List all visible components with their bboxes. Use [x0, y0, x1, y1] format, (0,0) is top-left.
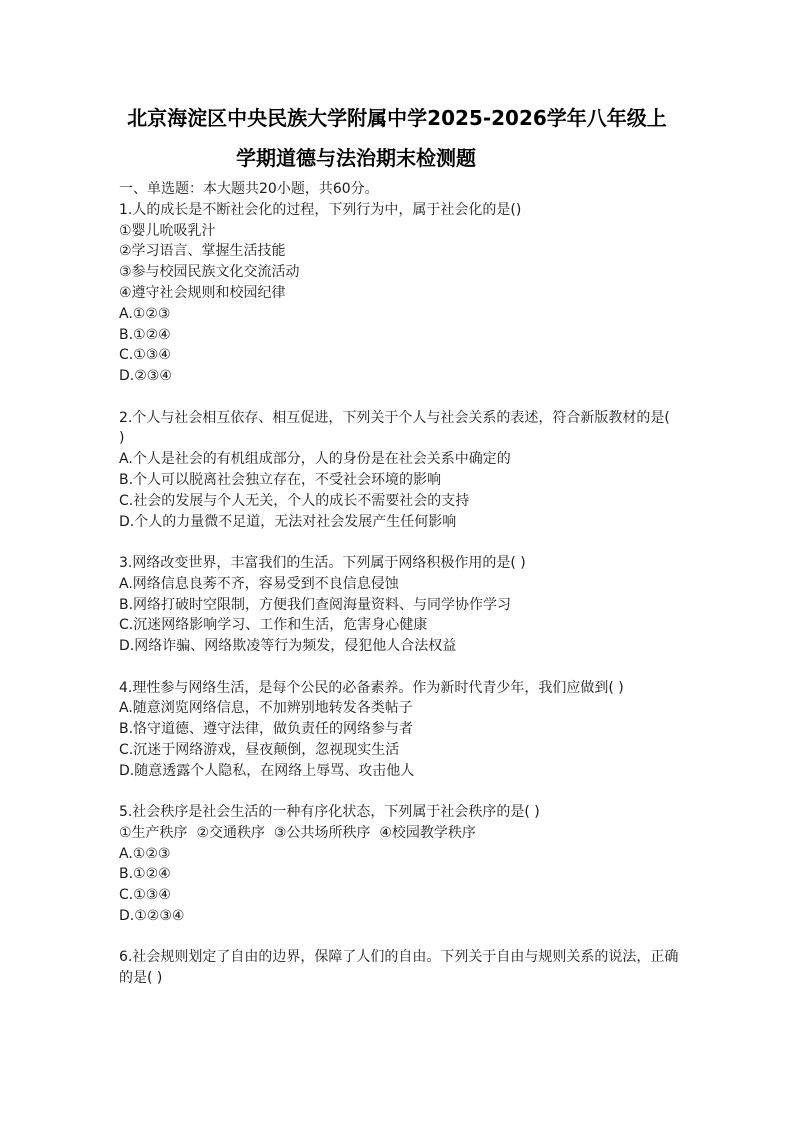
- answer-option-d: D.①②③④: [119, 908, 185, 925]
- statement-item: ③参与校园民族文化交流活动: [119, 264, 300, 281]
- question-stem: 4.理性参与网络生活，是每个公民的必备素养。作为新时代青少年，我们应做到( ): [119, 679, 624, 696]
- answer-option-a: A.网络信息良莠不齐，容易受到不良信息侵蚀: [119, 575, 399, 592]
- question-stem: 6.社会规则划定了自由的边界，保障了人们的自由。下列关于自由与规则关系的说法，正确的是( ): [119, 949, 679, 987]
- question-1: [119, 200, 679, 387]
- answer-option-b: B.①②④: [119, 866, 171, 883]
- answer-option-b: B.网络打破时空限制，方便我们查阅海量资料、与同学协作学习: [119, 596, 512, 613]
- answer-option-c: C.沉迷网络影响学习、工作和生活，危害身心健康: [119, 617, 428, 634]
- statement-item: ④遵守社会规则和校园纪律: [119, 284, 286, 301]
- answer-option-d: D.②③④: [119, 368, 172, 385]
- answer-option-c: C.社会的发展与个人无关，个人的成长不需要社会的支持: [119, 492, 470, 509]
- question-6: [119, 947, 679, 989]
- question-3: [119, 553, 679, 657]
- section-heading: 一、单选题：本大题共20小题，共60分。: [119, 181, 379, 197]
- answer-option-b: B.恪守道德、遵守法律，做负责任的网络参与者: [119, 721, 414, 738]
- answer-option-b: B.①②④: [119, 326, 171, 343]
- question-2: [119, 408, 679, 533]
- answer-option-b: B.个人可以脱离社会独立存在，不受社会环境的影响: [119, 471, 442, 488]
- answer-option-a: A.个人是社会的有机组成部分，人的身份是在社会关系中确定的: [119, 451, 511, 468]
- statement-item: ①婴儿吮吸乳汁: [119, 222, 216, 239]
- exam-content: [119, 179, 679, 1010]
- answer-option-c: C.沉迷于网络游戏，昼夜颠倒，忽视现实生活: [119, 741, 400, 758]
- answer-option-a: A.①②③: [119, 305, 171, 322]
- page-title-line-1: 北京海淀区中央民族大学附属中学2025-2026学年八年级上: [127, 106, 667, 130]
- page-title-line-2: 学期道德与法治期末检测题: [236, 146, 476, 170]
- answer-option-c: C.①③④: [119, 347, 171, 364]
- answer-option-d: D.个人的力量微不足道，无法对社会发展产生任何影响: [119, 513, 457, 530]
- statement-item: ②学习语言、掌握生活技能: [119, 243, 286, 260]
- answer-option-c: C.①③④: [119, 887, 171, 904]
- answer-option-a: A.随意浏览网络信息，不加辨别地转发各类帖子: [119, 700, 413, 717]
- question-stem: 3.网络改变世界，丰富我们的生活。下列属于网络积极作用的是( ): [119, 554, 526, 571]
- statement-item: ①生产秩序 ②交通秩序 ③公共场所秩序 ④校园教学秩序: [119, 824, 476, 841]
- answer-option-d: D.随意透露个人隐私，在网络上辱骂、攻击他人: [119, 762, 415, 779]
- question-4: [119, 678, 679, 782]
- question-stem: 2.个人与社会相互依存、相互促进，下列关于个人与社会关系的表述，符合新版教材的是( ): [119, 409, 670, 447]
- answer-option-d: D.网络诈骗、网络欺凌等行为频发，侵犯他人合法权益: [119, 638, 457, 655]
- question-5: [119, 802, 679, 927]
- answer-option-a: A.①②③: [119, 845, 171, 862]
- question-stem: 1.人的成长是不断社会化的过程，下列行为中，属于社会化的是(): [119, 201, 522, 218]
- question-stem: 5.社会秩序是社会生活的一种有序化状态，下列属于社会秩序的是( ): [119, 804, 540, 821]
